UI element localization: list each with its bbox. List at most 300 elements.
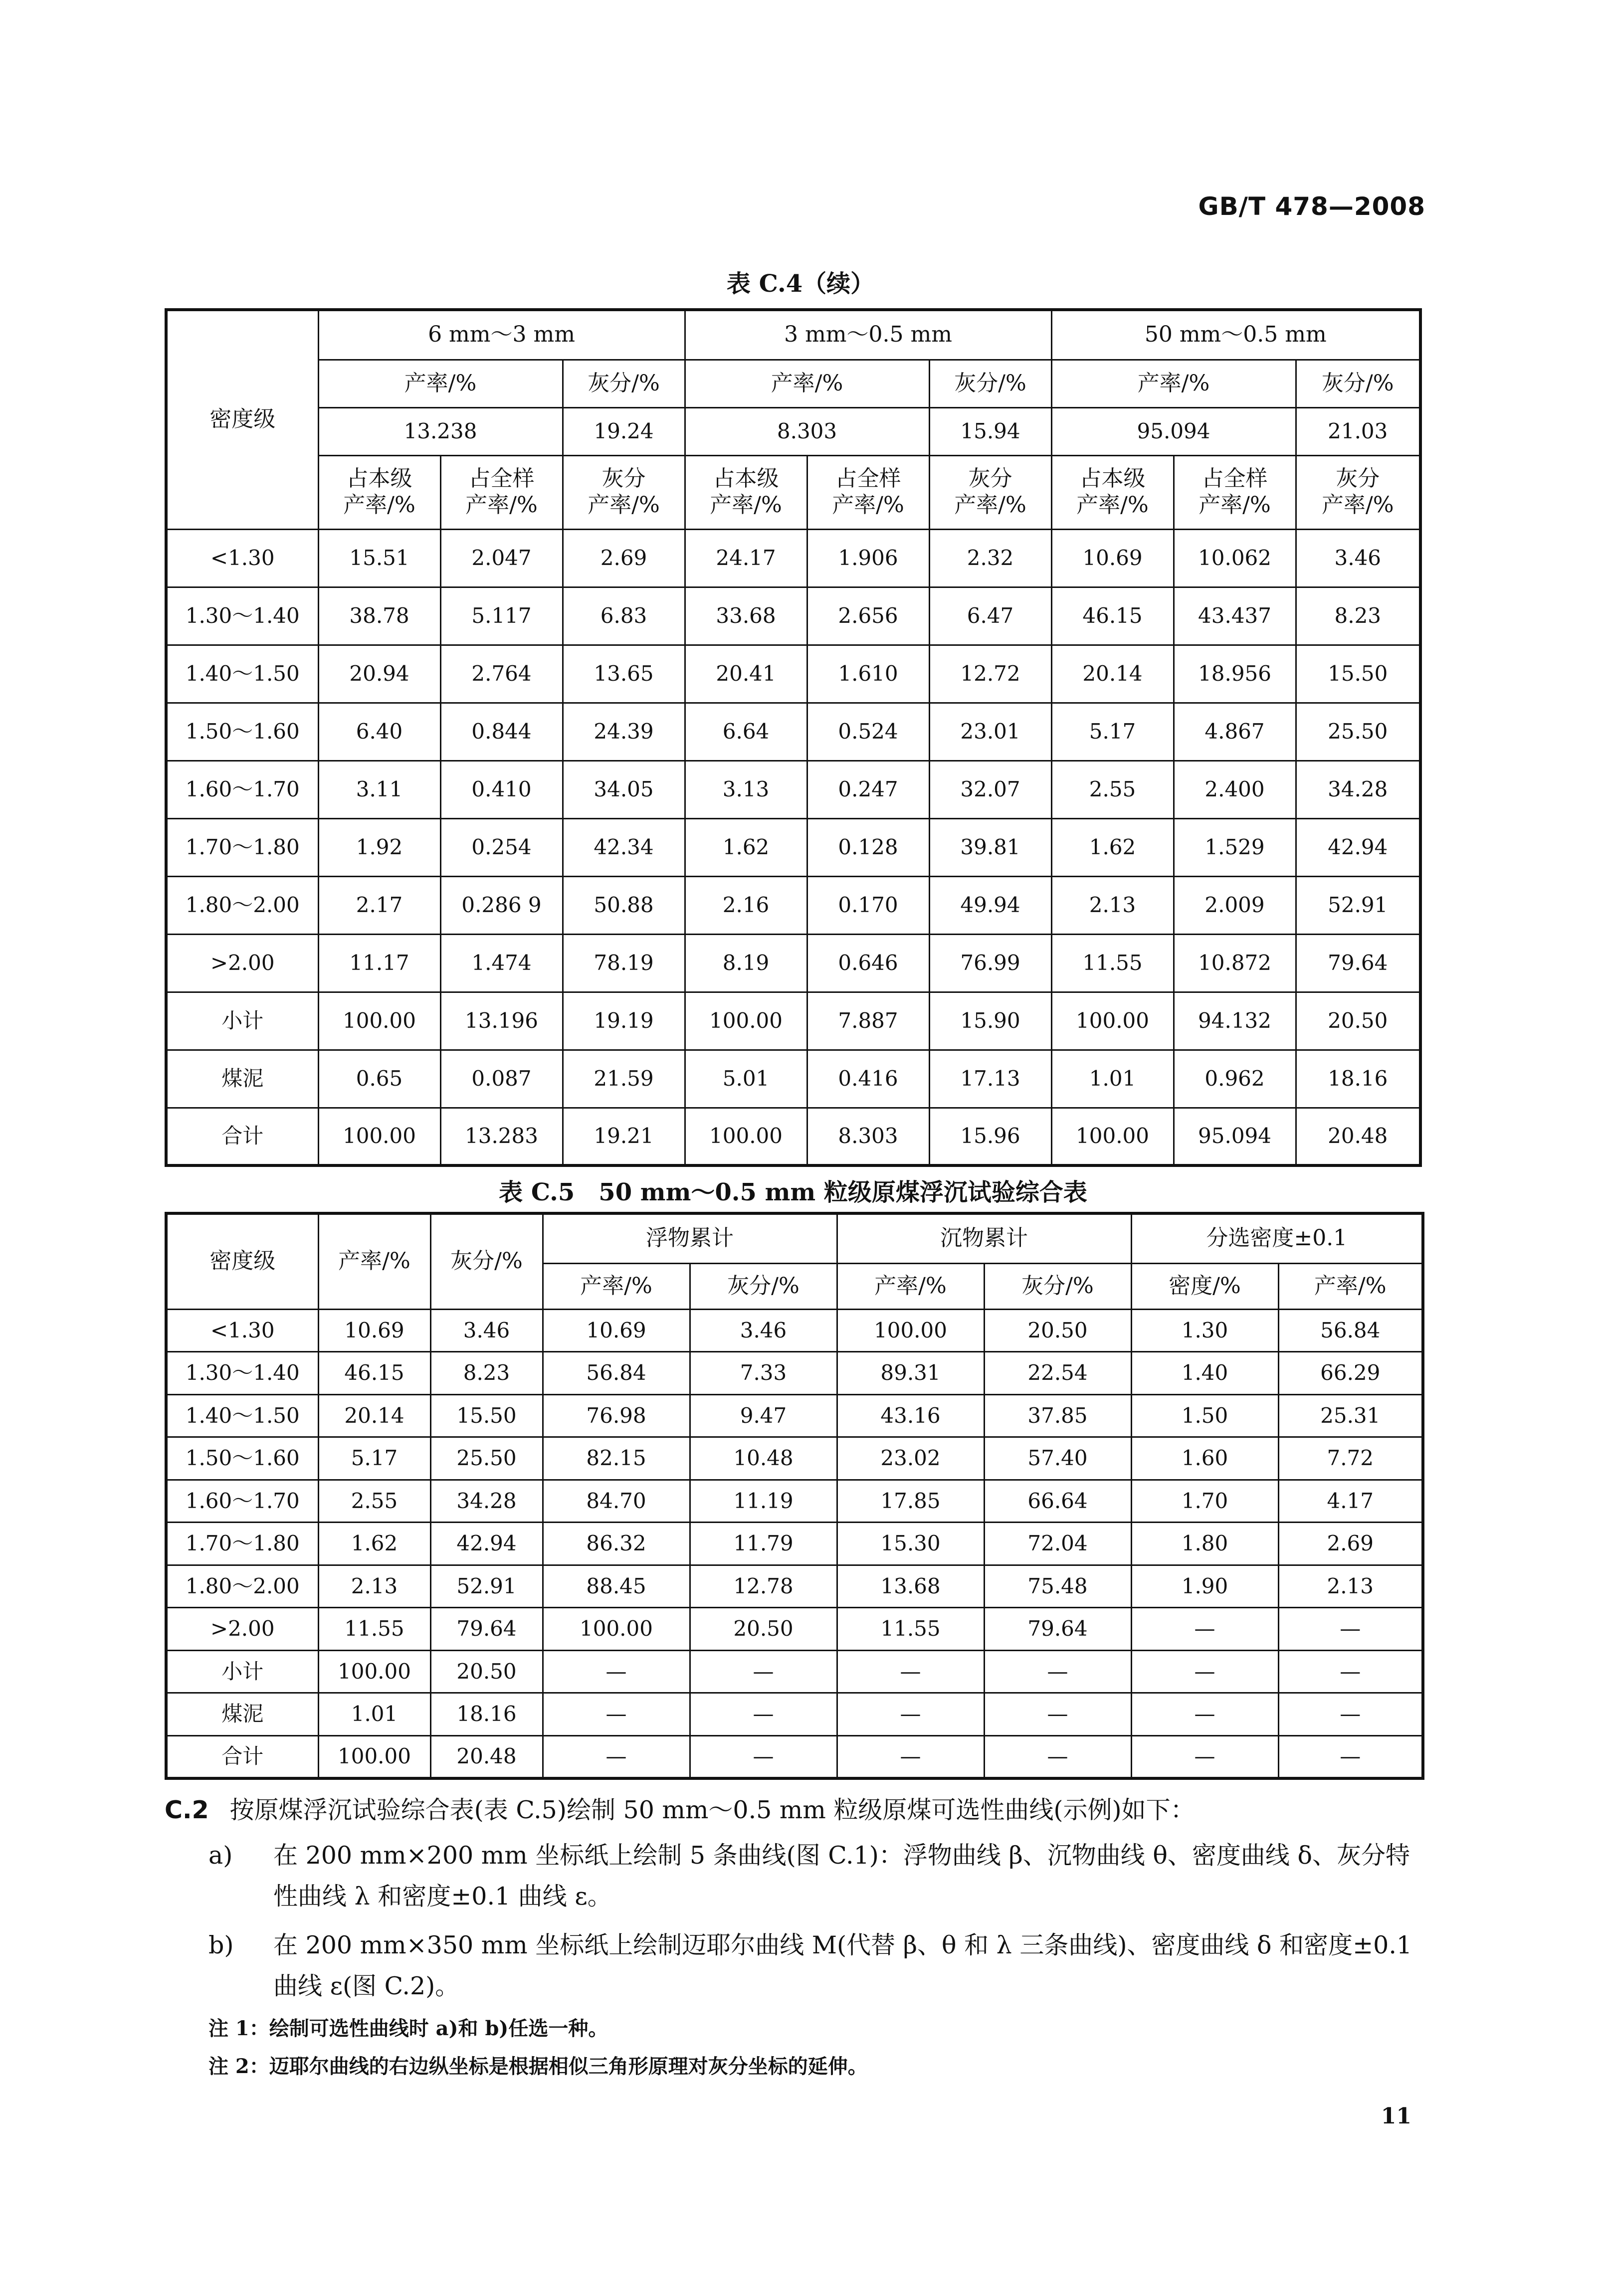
subheader-line: 产率/% xyxy=(710,492,782,518)
value-cell: 15.51 xyxy=(318,529,440,587)
subheader-line: 占本级 xyxy=(346,466,412,492)
table-row xyxy=(166,1352,1423,1395)
value-cell: 76.99 xyxy=(929,934,1051,992)
table-row xyxy=(166,645,1420,703)
value-cell: 24.39 xyxy=(563,703,685,761)
value-cell: 2.55 xyxy=(318,1480,430,1523)
value-cell: 20.50 xyxy=(1296,992,1420,1050)
value-cell: 20.14 xyxy=(318,1394,430,1437)
value-cell: — xyxy=(984,1693,1131,1736)
value-cell: 11.79 xyxy=(690,1523,837,1565)
value-cell: — xyxy=(543,1693,690,1736)
value-cell: 50.88 xyxy=(563,876,685,934)
value-cell: — xyxy=(984,1735,1131,1778)
value-cell: 3.11 xyxy=(318,761,440,818)
value-cell: 79.64 xyxy=(984,1608,1131,1651)
table-row xyxy=(166,1437,1423,1480)
yield-header: 产率/% xyxy=(1051,360,1296,407)
density-cell: >2.00 xyxy=(166,1608,318,1651)
value-cell: 10.69 xyxy=(1051,529,1174,587)
value-cell: — xyxy=(690,1650,837,1693)
value-cell: 0.416 xyxy=(807,1050,929,1108)
section-text: 按原煤浮沉试验综合表(表 C.5)绘制 50 mm～0.5 mm 粒级原煤可选性曲线(示例)如下： xyxy=(229,1796,1195,1824)
value-cell: 1.92 xyxy=(318,818,440,876)
value-cell: 19.19 xyxy=(563,992,685,1050)
value-cell: 2.55 xyxy=(1051,761,1174,818)
column-subheader xyxy=(1051,455,1174,529)
density-cell: 1.70～1.80 xyxy=(166,1523,318,1565)
table-row xyxy=(166,1480,1423,1523)
list-text: 在 200 mm×350 mm 坐标纸上绘制迈耶尔曲线 M(代替 β、θ 和 λ 三条曲线)、密度曲线 δ 和密度±0.1 曲线 ε(图 C.2)。 xyxy=(273,1931,1412,2000)
density-cell: 1.80～2.00 xyxy=(166,876,318,934)
value-cell: — xyxy=(1131,1735,1278,1778)
value-cell: 9.47 xyxy=(690,1394,837,1437)
value-cell: 42.34 xyxy=(563,818,685,876)
value-cell: 2.400 xyxy=(1174,761,1296,818)
list-item xyxy=(208,1835,1420,1917)
value-cell: 75.48 xyxy=(984,1565,1131,1608)
ash-header: 灰分/% xyxy=(929,360,1051,407)
list-marker: b) xyxy=(208,1931,234,1959)
value-cell: 12.72 xyxy=(929,645,1051,703)
value-cell: 2.17 xyxy=(318,876,440,934)
value-cell: 66.64 xyxy=(984,1480,1131,1523)
group-ash-value: 21.03 xyxy=(1296,407,1420,455)
value-cell: 7.72 xyxy=(1278,1437,1423,1480)
value-cell: 3.46 xyxy=(430,1309,543,1352)
value-cell: 6.64 xyxy=(685,703,807,761)
subheader-line: 产率/% xyxy=(832,492,904,518)
value-cell: 6.40 xyxy=(318,703,440,761)
list-item xyxy=(208,1925,1420,2007)
value-cell: — xyxy=(1278,1693,1423,1736)
list-text: 在 200 mm×200 mm 坐标纸上绘制 5 条曲线(图 C.1)：浮物曲线 β、沉物曲线 θ、密度曲线 δ、灰分特性曲线 λ 和密度±0.1 曲线 ε。 xyxy=(273,1841,1410,1911)
yield-header: 产率/% xyxy=(318,360,563,407)
value-cell: 94.132 xyxy=(1174,992,1296,1050)
value-cell: 1.01 xyxy=(318,1693,430,1736)
value-cell: 88.45 xyxy=(543,1565,690,1608)
density-cell: 小计 xyxy=(166,1650,318,1693)
page-number: 11 xyxy=(1381,2104,1411,2129)
table-row xyxy=(166,587,1420,645)
value-cell: 1.610 xyxy=(807,645,929,703)
column-subheader xyxy=(685,455,807,529)
value-cell: 56.84 xyxy=(543,1352,690,1395)
value-cell: 72.04 xyxy=(984,1523,1131,1565)
value-cell: 1.80 xyxy=(1131,1523,1278,1565)
value-cell: 52.91 xyxy=(1296,876,1420,934)
value-cell: 18.16 xyxy=(430,1693,543,1736)
value-cell: 2.13 xyxy=(1278,1565,1423,1608)
subheader-line: 产率/% xyxy=(954,492,1026,518)
value-cell: 1.90 xyxy=(1131,1565,1278,1608)
value-cell: 2.047 xyxy=(440,529,563,587)
value-cell: 3.46 xyxy=(1296,529,1420,587)
value-cell: 15.30 xyxy=(837,1523,984,1565)
value-cell: 86.32 xyxy=(543,1523,690,1565)
value-cell: 1.60 xyxy=(1131,1437,1278,1480)
value-cell: 21.59 xyxy=(563,1050,685,1108)
value-cell: 1.906 xyxy=(807,529,929,587)
value-cell: 2.16 xyxy=(685,876,807,934)
value-cell: 0.170 xyxy=(807,876,929,934)
value-cell: 0.962 xyxy=(1174,1050,1296,1108)
value-cell: — xyxy=(837,1650,984,1693)
subheader-line: 占本级 xyxy=(1079,466,1146,492)
value-cell: 20.41 xyxy=(685,645,807,703)
value-cell: 1.62 xyxy=(1051,818,1174,876)
value-cell: — xyxy=(1278,1735,1423,1778)
value-cell: — xyxy=(837,1693,984,1736)
table-row xyxy=(166,1050,1420,1108)
value-cell: 2.13 xyxy=(318,1565,430,1608)
value-cell: 10.48 xyxy=(690,1437,837,1480)
sep-yield-header: 产率/% xyxy=(1278,1263,1423,1309)
float-cumulative-header: 浮物累计 xyxy=(543,1213,837,1263)
group-yield-value: 13.238 xyxy=(318,407,563,455)
subheader-line: 占全样 xyxy=(1201,466,1268,492)
value-cell: 11.55 xyxy=(837,1608,984,1651)
value-cell: 7.33 xyxy=(690,1352,837,1395)
value-cell: 2.656 xyxy=(807,587,929,645)
value-cell: 100.00 xyxy=(318,1650,430,1693)
table-row xyxy=(166,1108,1420,1165)
value-cell: 76.98 xyxy=(543,1394,690,1437)
value-cell: 11.55 xyxy=(318,1608,430,1651)
table-row xyxy=(166,818,1420,876)
value-cell: 10.69 xyxy=(543,1309,690,1352)
sink-ash-header: 灰分/% xyxy=(984,1263,1131,1309)
value-cell: 8.23 xyxy=(430,1352,543,1395)
ash-header: 灰分/% xyxy=(563,360,685,407)
density-cell: 1.40～1.50 xyxy=(166,645,318,703)
value-cell: 17.85 xyxy=(837,1480,984,1523)
value-cell: 11.19 xyxy=(690,1480,837,1523)
subheader-line: 灰分 xyxy=(1336,466,1380,492)
density-cell: 小计 xyxy=(166,992,318,1050)
value-cell: 23.02 xyxy=(837,1437,984,1480)
density-header: 密度级 xyxy=(166,1213,318,1309)
value-cell: 6.47 xyxy=(929,587,1051,645)
value-cell: 0.286 9 xyxy=(440,876,563,934)
subheader-line: 灰分 xyxy=(968,466,1012,492)
subheader-line: 灰分 xyxy=(601,466,646,492)
value-cell: 100.00 xyxy=(1051,992,1174,1050)
float-yield-header: 产率/% xyxy=(543,1263,690,1309)
value-cell: 5.01 xyxy=(685,1050,807,1108)
value-cell: 1.30 xyxy=(1131,1309,1278,1352)
value-cell: 1.01 xyxy=(1051,1050,1174,1108)
value-cell: 38.78 xyxy=(318,587,440,645)
value-cell: 0.410 xyxy=(440,761,563,818)
group-range: 6 mm～3 mm xyxy=(318,310,685,360)
value-cell: 66.29 xyxy=(1278,1352,1423,1395)
table-c5-body xyxy=(166,1309,1423,1778)
value-cell: 42.94 xyxy=(1296,818,1420,876)
subheader-row xyxy=(166,455,1420,529)
value-cell: 23.01 xyxy=(929,703,1051,761)
density-cell: 1.40～1.50 xyxy=(166,1394,318,1437)
value-cell: 82.15 xyxy=(543,1437,690,1480)
subheader-line: 占全样 xyxy=(468,466,535,492)
density-cell: 1.50～1.60 xyxy=(166,703,318,761)
value-cell: 20.50 xyxy=(690,1608,837,1651)
section-number: C.2 xyxy=(165,1796,209,1824)
value-cell: 5.17 xyxy=(318,1437,430,1480)
value-cell: 46.15 xyxy=(318,1352,430,1395)
subheader-line: 产率/% xyxy=(1076,492,1149,518)
float-ash-header: 灰分/% xyxy=(690,1263,837,1309)
value-cell: 46.15 xyxy=(1051,587,1174,645)
value-cell: 2.764 xyxy=(440,645,563,703)
value-cell: 43.437 xyxy=(1174,587,1296,645)
value-cell: — xyxy=(543,1650,690,1693)
group-yield-value: 95.094 xyxy=(1051,407,1296,455)
density-cell: 煤泥 xyxy=(166,1693,318,1736)
value-cell: 24.17 xyxy=(685,529,807,587)
column-subheader xyxy=(440,455,563,529)
table-c5-caption: 表 C.5 50 mm～0.5 mm 粒级原煤浮沉试验综合表 xyxy=(499,1178,1087,1206)
table-row xyxy=(166,761,1420,818)
value-cell: 15.50 xyxy=(430,1394,543,1437)
value-cell: 20.48 xyxy=(1296,1108,1420,1165)
value-cell: 84.70 xyxy=(543,1480,690,1523)
value-cell: 57.40 xyxy=(984,1437,1131,1480)
value-cell: 32.07 xyxy=(929,761,1051,818)
value-cell: 18.956 xyxy=(1174,645,1296,703)
table-row xyxy=(166,876,1420,934)
value-cell: 78.19 xyxy=(563,934,685,992)
table-row xyxy=(166,1394,1423,1437)
table-c4-caption: 表 C.4（续） xyxy=(726,270,875,298)
value-cell: 1.529 xyxy=(1174,818,1296,876)
density-cell: 1.60～1.70 xyxy=(166,761,318,818)
value-cell: 13.68 xyxy=(837,1565,984,1608)
value-cell: 7.887 xyxy=(807,992,929,1050)
value-cell: 12.78 xyxy=(690,1565,837,1608)
value-cell: 6.83 xyxy=(563,587,685,645)
subheader-line: 产率/% xyxy=(343,492,415,518)
value-cell: 1.70 xyxy=(1131,1480,1278,1523)
value-cell: 20.48 xyxy=(430,1735,543,1778)
column-subheader xyxy=(318,455,440,529)
value-cell: 1.62 xyxy=(685,818,807,876)
table-row xyxy=(166,1650,1423,1693)
table-row xyxy=(166,1309,1423,1352)
value-cell: 11.17 xyxy=(318,934,440,992)
value-cell: 13.196 xyxy=(440,992,563,1050)
value-cell: 100.00 xyxy=(685,992,807,1050)
standard-code: GB/T 478—2008 xyxy=(1198,192,1425,221)
value-cell: 0.65 xyxy=(318,1050,440,1108)
value-cell: 0.646 xyxy=(807,934,929,992)
value-cell: 15.50 xyxy=(1296,645,1420,703)
value-cell: 8.23 xyxy=(1296,587,1420,645)
value-cell: — xyxy=(837,1735,984,1778)
value-cell: 10.062 xyxy=(1174,529,1296,587)
value-cell: 13.283 xyxy=(440,1108,563,1165)
value-cell: 4.867 xyxy=(1174,703,1296,761)
note-1: 注 1：绘制可选性曲线时 a)和 b)任选一种。 xyxy=(208,2017,608,2040)
value-cell: 43.16 xyxy=(837,1394,984,1437)
value-cell: 2.69 xyxy=(563,529,685,587)
value-cell: 2.13 xyxy=(1051,876,1174,934)
value-cell: 10.872 xyxy=(1174,934,1296,992)
density-cell: 1.30～1.40 xyxy=(166,1352,318,1395)
note-2: 注 2：迈耶尔曲线的右边纵坐标是根据相似三角形原理对灰分坐标的延伸。 xyxy=(208,2055,868,2078)
table-c4-body xyxy=(166,529,1420,1165)
table-row xyxy=(166,703,1420,761)
table-row xyxy=(166,1523,1423,1565)
value-cell: — xyxy=(690,1735,837,1778)
section-c2 xyxy=(165,1793,1421,1828)
value-cell: — xyxy=(543,1735,690,1778)
subheader-line: 产率/% xyxy=(1199,492,1271,518)
group-range: 3 mm～0.5 mm xyxy=(685,310,1051,360)
value-cell: — xyxy=(1278,1650,1423,1693)
table-row xyxy=(166,1693,1423,1736)
group-ash-value: 19.24 xyxy=(563,407,685,455)
value-cell: 3.13 xyxy=(685,761,807,818)
value-cell: 0.247 xyxy=(807,761,929,818)
table-row xyxy=(166,992,1420,1050)
value-cell: 5.117 xyxy=(440,587,563,645)
density-cell: <1.30 xyxy=(166,1309,318,1352)
value-cell: 89.31 xyxy=(837,1352,984,1395)
value-cell: 2.69 xyxy=(1278,1523,1423,1565)
value-cell: 100.00 xyxy=(1051,1108,1174,1165)
value-cell: 0.254 xyxy=(440,818,563,876)
column-subheader xyxy=(1174,455,1296,529)
density-cell: 合计 xyxy=(166,1735,318,1778)
value-cell: 100.00 xyxy=(318,992,440,1050)
value-cell: 34.28 xyxy=(430,1480,543,1523)
value-cell: 33.68 xyxy=(685,587,807,645)
density-cell: 1.80～2.00 xyxy=(166,1565,318,1608)
value-cell: 15.90 xyxy=(929,992,1051,1050)
value-cell: 20.14 xyxy=(1051,645,1174,703)
value-cell: 39.81 xyxy=(929,818,1051,876)
density-cell: 1.50～1.60 xyxy=(166,1437,318,1480)
value-cell: 0.087 xyxy=(440,1050,563,1108)
value-cell: 79.64 xyxy=(1296,934,1420,992)
value-cell: — xyxy=(1278,1608,1423,1651)
column-subheader xyxy=(1296,455,1420,529)
value-cell: 25.50 xyxy=(1296,703,1420,761)
value-cell: 0.128 xyxy=(807,818,929,876)
value-cell: 1.50 xyxy=(1131,1394,1278,1437)
table-row xyxy=(166,1735,1423,1778)
value-cell: 42.94 xyxy=(430,1523,543,1565)
value-cell: 8.19 xyxy=(685,934,807,992)
yield-header: 产率/% xyxy=(318,1213,430,1309)
value-cell: — xyxy=(690,1693,837,1736)
value-cell: 25.50 xyxy=(430,1437,543,1480)
subheader-line: 产率/% xyxy=(588,492,660,518)
value-cell: 25.31 xyxy=(1278,1394,1423,1437)
value-cell: 1.62 xyxy=(318,1523,430,1565)
table-c5 xyxy=(165,1212,1424,1780)
value-cell: 15.96 xyxy=(929,1108,1051,1165)
table-row xyxy=(166,934,1420,992)
value-cell: — xyxy=(1131,1693,1278,1736)
value-cell: 0.844 xyxy=(440,703,563,761)
value-cell: 19.21 xyxy=(563,1108,685,1165)
density-cell: 合计 xyxy=(166,1108,318,1165)
value-cell: 10.69 xyxy=(318,1309,430,1352)
value-cell: 2.32 xyxy=(929,529,1051,587)
value-cell: 4.17 xyxy=(1278,1480,1423,1523)
value-cell: 2.009 xyxy=(1174,876,1296,934)
value-cell: 18.16 xyxy=(1296,1050,1420,1108)
density-cell: 1.60～1.70 xyxy=(166,1480,318,1523)
density-cell: <1.30 xyxy=(166,529,318,587)
density-cell: 煤泥 xyxy=(166,1050,318,1108)
sink-cumulative-header: 沉物累计 xyxy=(837,1213,1131,1263)
value-cell: 1.474 xyxy=(440,934,563,992)
value-cell: 37.85 xyxy=(984,1394,1131,1437)
value-cell: 5.17 xyxy=(1051,703,1174,761)
group-ash-value: 15.94 xyxy=(929,407,1051,455)
yield-header: 产率/% xyxy=(685,360,929,407)
value-cell: 0.524 xyxy=(807,703,929,761)
density-cell: 1.70～1.80 xyxy=(166,818,318,876)
table-c4 xyxy=(165,308,1422,1167)
sink-yield-header: 产率/% xyxy=(837,1263,984,1309)
value-cell: 20.94 xyxy=(318,645,440,703)
value-cell: 3.46 xyxy=(690,1309,837,1352)
subheader-line: 产率/% xyxy=(1321,492,1394,518)
value-cell: 95.094 xyxy=(1174,1108,1296,1165)
value-cell: 34.05 xyxy=(563,761,685,818)
list-marker: a) xyxy=(208,1841,233,1870)
value-cell: 100.00 xyxy=(543,1608,690,1651)
value-cell: — xyxy=(984,1650,1131,1693)
ash-header: 灰分/% xyxy=(1296,360,1420,407)
value-cell: 8.303 xyxy=(807,1108,929,1165)
density-header: 密度级 xyxy=(166,310,318,529)
subheader-line: 占本级 xyxy=(713,466,779,492)
value-cell: 20.50 xyxy=(984,1309,1131,1352)
density-cell: 1.30～1.40 xyxy=(166,587,318,645)
ash-header: 灰分/% xyxy=(430,1213,543,1309)
table-row xyxy=(166,529,1420,587)
subheader-line: 产率/% xyxy=(465,492,538,518)
value-cell: 100.00 xyxy=(318,1108,440,1165)
value-cell: — xyxy=(1131,1608,1278,1651)
density-cell: >2.00 xyxy=(166,934,318,992)
value-cell: 56.84 xyxy=(1278,1309,1423,1352)
group-range: 50 mm～0.5 mm xyxy=(1051,310,1420,360)
column-subheader xyxy=(807,455,929,529)
value-cell: 20.50 xyxy=(430,1650,543,1693)
value-cell: 49.94 xyxy=(929,876,1051,934)
value-cell: 79.64 xyxy=(430,1608,543,1651)
subheader-line: 占全样 xyxy=(835,466,901,492)
value-cell: — xyxy=(1131,1650,1278,1693)
value-cell: 17.13 xyxy=(929,1050,1051,1108)
table-row xyxy=(166,1565,1423,1608)
value-cell: 22.54 xyxy=(984,1352,1131,1395)
value-cell: 100.00 xyxy=(685,1108,807,1165)
table-row xyxy=(166,1608,1423,1651)
value-cell: 34.28 xyxy=(1296,761,1420,818)
separation-density-header: 分选密度±0.1 xyxy=(1131,1213,1423,1263)
value-cell: 100.00 xyxy=(318,1735,430,1778)
value-cell: 13.65 xyxy=(563,645,685,703)
value-cell: 52.91 xyxy=(430,1565,543,1608)
sep-density-header: 密度/% xyxy=(1131,1263,1278,1309)
